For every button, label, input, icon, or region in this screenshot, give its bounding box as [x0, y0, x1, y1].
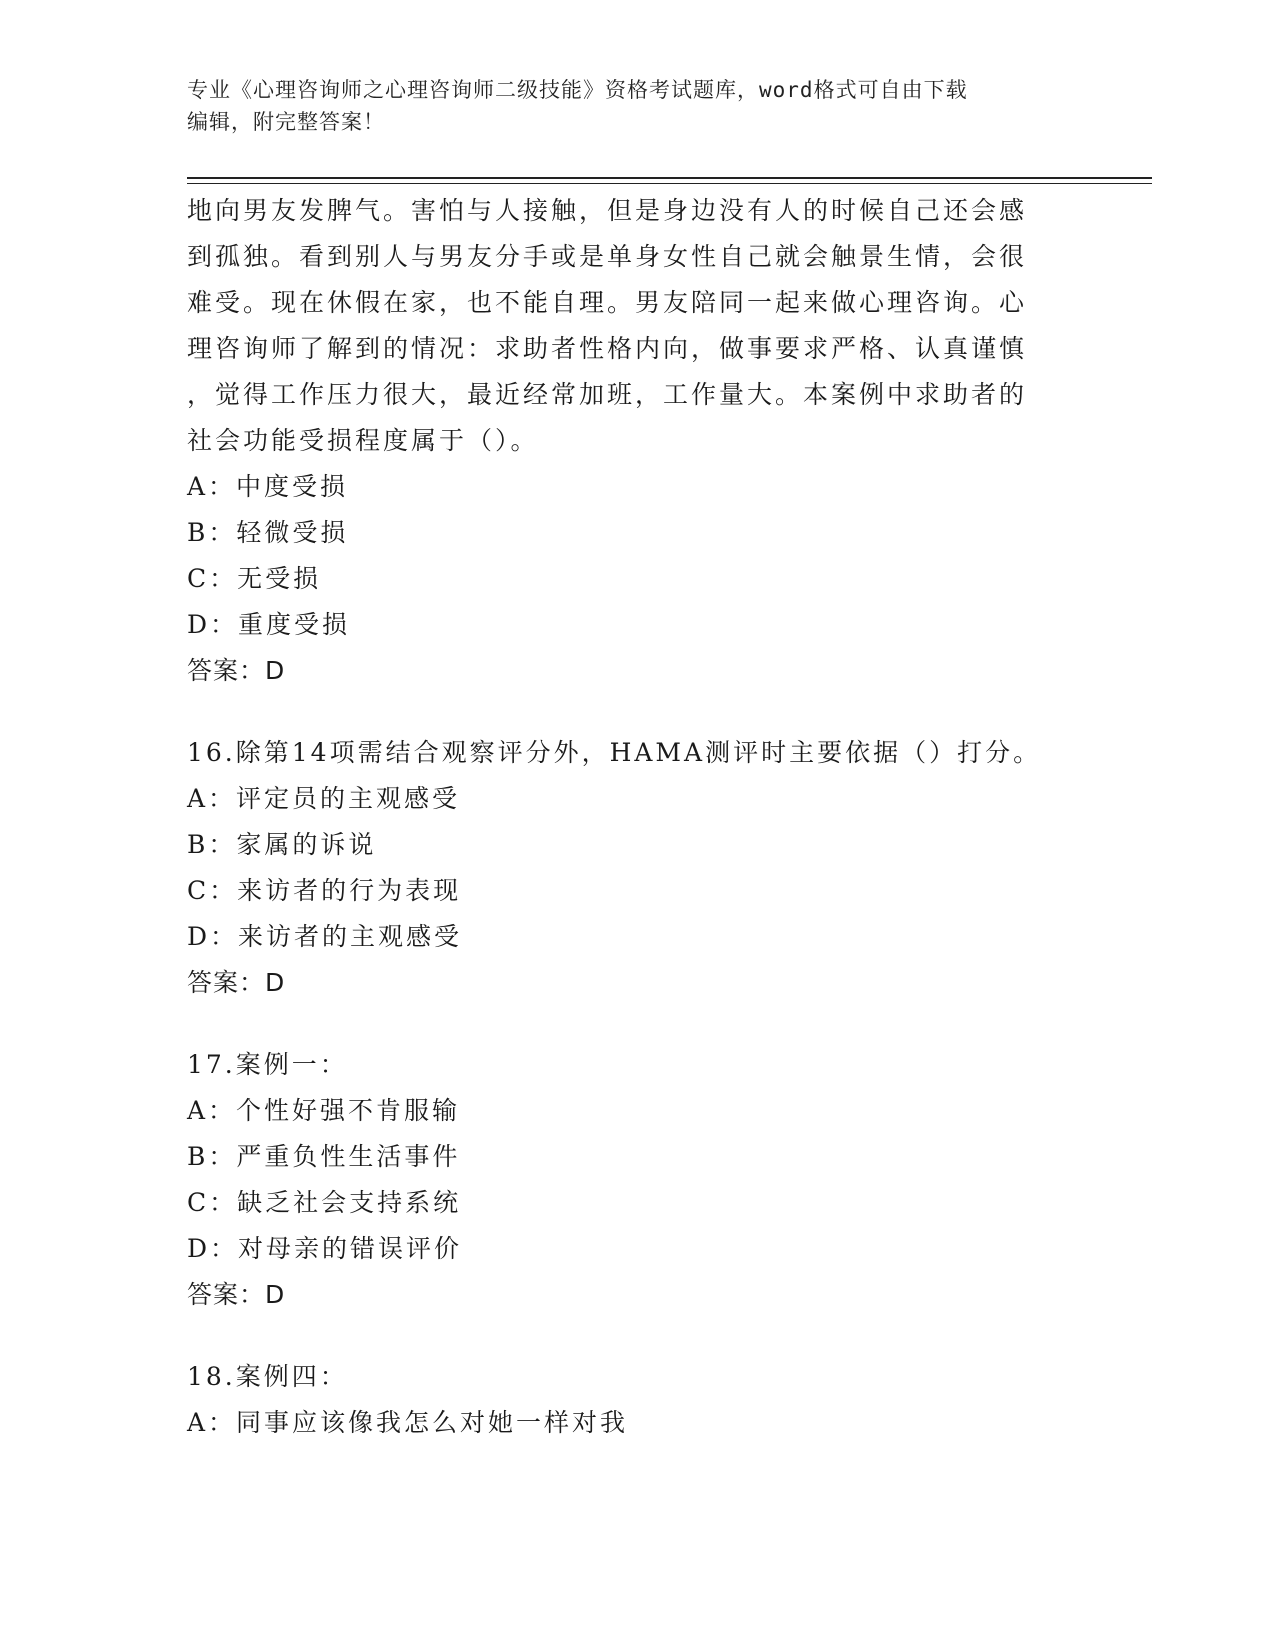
option-a: A：中度受损 — [187, 472, 349, 501]
spacer — [187, 1006, 1087, 1042]
option-b: B：家属的诉说 — [187, 830, 377, 859]
option-d: D：对母亲的错误评价 — [187, 1234, 463, 1263]
header-divider-thick — [187, 177, 1152, 179]
page-header — [187, 74, 1067, 138]
question-text-line: 理咨询师了解到的情况：求助者性格内向，做事要求严格、认真谨慎 — [187, 334, 1028, 363]
option-c: C：缺乏社会支持系统 — [187, 1188, 462, 1217]
question-text-line: 难受。现在休假在家，也不能自理。男友陪同一起来做心理咨询。心 — [187, 288, 1028, 317]
option-a: A：个性好强不肯服输 — [187, 1096, 461, 1125]
question-16 — [187, 730, 1087, 1006]
answer-label: 答案：D — [187, 968, 286, 997]
option-c: C：无受损 — [187, 564, 322, 593]
option-d: D：重度受损 — [187, 610, 351, 639]
answer-label: 答案：D — [187, 656, 286, 685]
question-text-line: 社会功能受损程度属于（）。 — [187, 426, 539, 455]
question-title: 18.案例四： — [187, 1362, 348, 1391]
option-a: A：评定员的主观感受 — [187, 784, 461, 813]
question-content — [187, 188, 1087, 1446]
header-line-1: 专业《心理咨询师之心理咨询师二级技能》资格考试题库，word格式可自由下载 — [187, 78, 968, 102]
question-text-line: ，觉得工作压力很大，最近经常加班，工作量大。本案例中求助者的 — [187, 380, 1028, 409]
spacer — [187, 1318, 1087, 1354]
option-b: B：轻微受损 — [187, 518, 349, 547]
option-c: C：来访者的行为表现 — [187, 876, 462, 905]
question-17 — [187, 1042, 1087, 1318]
question-18 — [187, 1354, 1087, 1446]
spacer — [187, 694, 1087, 730]
header-line-2: 编辑，附完整答案！ — [187, 110, 385, 134]
option-d: D：来访者的主观感受 — [187, 922, 463, 951]
question-title: 17.案例一： — [187, 1050, 348, 1079]
option-a: A：同事应该像我怎么对她一样对我 — [187, 1408, 629, 1437]
question-text-line: 到孤独。看到别人与男友分手或是单身女性自己就会触景生情，会很 — [187, 242, 1028, 271]
question-text-line: 地向男友发脾气。害怕与人接触，但是身边没有人的时候自己还会感 — [187, 196, 1028, 225]
header-divider-thin — [187, 183, 1152, 184]
question-title: 16.除第14项需结合观察评分外，HAMA测评时主要依据（）打分。 — [187, 738, 1042, 767]
question-15 — [187, 188, 1087, 694]
option-b: B：严重负性生活事件 — [187, 1142, 461, 1171]
answer-label: 答案：D — [187, 1280, 286, 1309]
